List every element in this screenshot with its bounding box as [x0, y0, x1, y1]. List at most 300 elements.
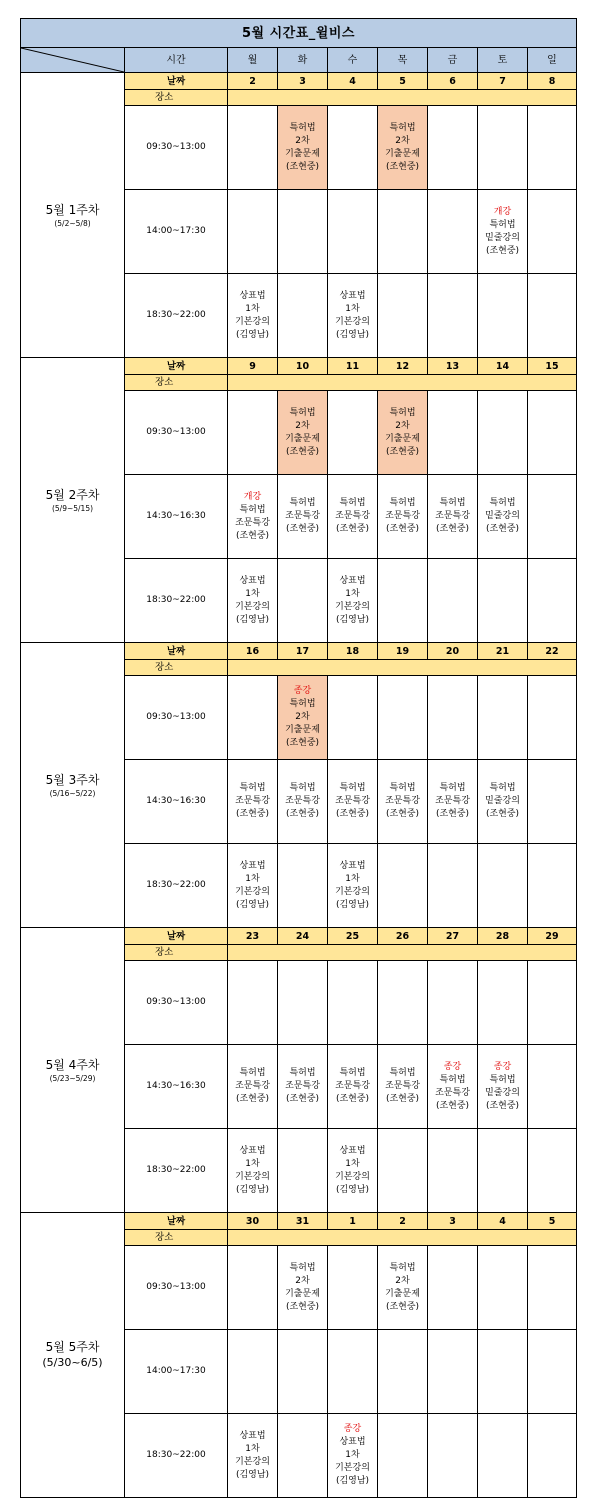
class-cell [328, 475, 378, 559]
class-cell [278, 676, 328, 760]
class-text-line: (조현중) [485, 809, 520, 819]
empty-cell [478, 559, 528, 643]
empty-cell [378, 844, 428, 928]
class-text-line: (김영남) [235, 1469, 270, 1480]
date-cell: 13 [428, 358, 478, 375]
class-cell [228, 559, 278, 643]
time-slot-label: 14:30~16:30 [125, 475, 228, 559]
week-range: (5/2~5/8) [54, 218, 91, 228]
class-text-line: 밑줄강의 [485, 796, 520, 806]
class-text-line: (조현중) [285, 524, 320, 534]
empty-cell [428, 844, 478, 928]
class-cell [228, 1045, 278, 1129]
empty-cell [228, 190, 278, 274]
class-text-line: 특허법 [389, 783, 416, 793]
class-cell [478, 190, 528, 274]
week-range: (5/16~5/22) [49, 788, 96, 798]
class-text-line: 기본강의 [235, 1171, 270, 1182]
class-text-line: 특허법 [339, 1068, 366, 1078]
empty-cell [378, 1414, 428, 1498]
class-text-line: 밑줄강의 [485, 511, 520, 521]
empty-cell [378, 274, 428, 358]
class-text-line: 상표법 [339, 575, 366, 586]
class-text-line: (조현중) [485, 524, 520, 534]
empty-cell [528, 391, 577, 475]
empty-cell [428, 274, 478, 358]
class-text-line: (조현중) [385, 524, 420, 534]
class-text-line: 특허법 [289, 1068, 316, 1078]
class-text-line: 상표법 [339, 1145, 366, 1156]
empty-cell [328, 391, 378, 475]
empty-cell [328, 1246, 378, 1330]
class-text-line: 특허법 [489, 219, 516, 230]
class-text-line: (조현중) [285, 1301, 320, 1312]
class-text-line: 2차 [295, 712, 310, 722]
class-text-line: (조현중) [335, 1094, 370, 1104]
page-title: 5월 시간표_윌비스 [21, 19, 577, 48]
time-slot-label: 14:00~17:30 [125, 1330, 228, 1414]
date-row-label: 날짜 [125, 928, 228, 945]
class-text-line: (조현중) [335, 809, 370, 819]
date-cell: 27 [428, 928, 478, 945]
class-text-line: 조문특강 [235, 796, 270, 806]
week-title: 5월 1주차 [45, 202, 100, 217]
week-range: (5/30~6/5) [42, 1356, 103, 1369]
class-cell [278, 760, 328, 844]
week-label-cell [21, 643, 125, 928]
class-text-line: 1차 [345, 303, 360, 314]
empty-cell [228, 1246, 278, 1330]
date-cell: 28 [478, 928, 528, 945]
empty-cell [378, 559, 428, 643]
empty-cell [428, 1330, 478, 1414]
empty-cell [378, 961, 428, 1045]
class-cell [328, 1045, 378, 1129]
empty-cell [478, 274, 528, 358]
week-range: (5/23~5/29) [49, 1073, 96, 1083]
class-text-line: 2차 [395, 135, 410, 146]
class-text-line: 조문특강 [285, 796, 320, 806]
class-text-line: 조문특강 [435, 1087, 470, 1098]
empty-cell [328, 676, 378, 760]
date-cell: 17 [278, 643, 328, 660]
empty-cell [428, 1414, 478, 1498]
class-text-line: 특허법 [339, 783, 366, 793]
class-cell [278, 1045, 328, 1129]
empty-cell [328, 961, 378, 1045]
date-cell: 2 [228, 73, 278, 90]
date-cell: 12 [378, 358, 428, 375]
class-text-line: 상표법 [239, 860, 266, 871]
time-column-header: 시간 [125, 48, 228, 73]
class-text-line: 기출문제 [285, 725, 320, 735]
class-text-line: 기출문제 [285, 148, 320, 159]
class-text-line: 조문특강 [385, 796, 420, 806]
place-cell [228, 945, 577, 961]
time-slot-label: 09:30~13:00 [125, 676, 228, 760]
class-text-line: 조문특강 [335, 511, 370, 521]
class-status-tag: 개강 [243, 491, 262, 502]
class-cell [328, 1414, 378, 1498]
class-text-line: 기본강의 [335, 1171, 370, 1182]
class-cell [428, 760, 478, 844]
place-cell [228, 375, 577, 391]
class-text-line: (조현중) [285, 738, 320, 748]
week-label-cell [21, 73, 125, 358]
class-cell [478, 475, 528, 559]
empty-cell [528, 106, 577, 190]
class-text-line: (조현중) [385, 1094, 420, 1104]
class-text-line: (조현중) [285, 1094, 320, 1104]
date-cell: 1 [328, 1213, 378, 1230]
class-cell [328, 844, 378, 928]
empty-cell [528, 475, 577, 559]
class-text-line: 조문특강 [385, 511, 420, 521]
place-row-label: 장소 [125, 660, 228, 676]
class-text-line: 2차 [395, 420, 410, 431]
class-cell [328, 1129, 378, 1213]
empty-cell [228, 676, 278, 760]
class-cell [378, 760, 428, 844]
class-cell [278, 106, 328, 190]
class-text-line: (김영남) [235, 899, 270, 910]
class-text-line: (김영남) [335, 899, 370, 910]
empty-cell [528, 676, 577, 760]
class-text-line: 2차 [295, 420, 310, 431]
date-cell: 23 [228, 928, 278, 945]
empty-cell [528, 760, 577, 844]
date-cell: 14 [478, 358, 528, 375]
week-title: 5월 5주차 [45, 1340, 100, 1354]
empty-cell [278, 961, 328, 1045]
date-cell: 18 [328, 643, 378, 660]
place-cell [228, 660, 577, 676]
class-text-line: 상표법 [239, 575, 266, 586]
empty-cell [278, 1129, 328, 1213]
class-cell [378, 1045, 428, 1129]
class-text-line: (조현중) [235, 809, 270, 819]
class-text-line: 2차 [395, 1275, 410, 1286]
class-text-line: 조문특강 [285, 1081, 320, 1091]
empty-cell [528, 1045, 577, 1129]
date-row-label: 날짜 [125, 643, 228, 660]
class-text-line: 기출문제 [385, 1288, 420, 1299]
class-text-line: 상표법 [339, 1437, 366, 1447]
class-text-line: 밑줄강의 [485, 232, 520, 243]
class-text-line: (조현중) [485, 1100, 520, 1111]
empty-cell [328, 1330, 378, 1414]
date-row-label: 날짜 [125, 73, 228, 90]
empty-cell [528, 1129, 577, 1213]
class-text-line: 기출문제 [385, 148, 420, 159]
date-cell: 10 [278, 358, 328, 375]
day-header: 수 [328, 48, 378, 73]
day-header: 월 [228, 48, 278, 73]
class-text-line: 1차 [245, 1158, 260, 1169]
class-text-line: 조문특강 [285, 511, 320, 521]
empty-cell [228, 1330, 278, 1414]
timetable [20, 18, 577, 1498]
date-cell: 16 [228, 643, 278, 660]
class-text-line: 상표법 [339, 860, 366, 871]
empty-cell [478, 1414, 528, 1498]
class-text-line: (조현중) [285, 809, 320, 819]
class-text-line: (조현중) [285, 446, 320, 457]
empty-cell [528, 274, 577, 358]
day-header: 화 [278, 48, 328, 73]
class-cell [428, 1045, 478, 1129]
class-text-line: 특허법 [389, 122, 416, 133]
class-text-line: 상표법 [239, 1430, 266, 1441]
class-text-line: 조문특강 [335, 1081, 370, 1091]
class-text-line: 특허법 [489, 1074, 516, 1085]
place-cell [228, 90, 577, 106]
empty-cell [428, 961, 478, 1045]
class-cell [378, 391, 428, 475]
class-text-line: 기본강의 [235, 1456, 270, 1467]
time-slot-label: 18:30~22:00 [125, 274, 228, 358]
class-text-line: (김영남) [335, 329, 370, 340]
class-text-line: (김영남) [335, 1476, 370, 1486]
date-row-label: 날짜 [125, 1213, 228, 1230]
empty-cell [528, 1330, 577, 1414]
empty-cell [378, 676, 428, 760]
empty-cell [428, 106, 478, 190]
date-cell: 5 [378, 73, 428, 90]
empty-cell [478, 676, 528, 760]
empty-cell [428, 676, 478, 760]
class-text-line: (조현중) [235, 1094, 270, 1104]
class-cell [228, 1414, 278, 1498]
empty-cell [328, 190, 378, 274]
class-text-line: 특허법 [289, 1262, 316, 1273]
time-slot-label: 09:30~13:00 [125, 391, 228, 475]
empty-cell [528, 1246, 577, 1330]
class-text-line: 특허법 [389, 1068, 416, 1078]
empty-cell [478, 961, 528, 1045]
week-title: 5월 2주차 [45, 487, 100, 502]
empty-cell [528, 961, 577, 1045]
class-text-line: 기본강의 [235, 601, 270, 612]
empty-cell [278, 274, 328, 358]
class-text-line: (조현중) [435, 1100, 470, 1111]
class-text-line: (김영남) [335, 1184, 370, 1195]
class-text-line: (조현중) [385, 1301, 420, 1312]
place-row-label: 장소 [125, 1230, 228, 1246]
time-slot-label: 18:30~22:00 [125, 844, 228, 928]
place-row-label: 장소 [125, 375, 228, 391]
class-text-line: 상표법 [239, 290, 266, 301]
empty-cell [428, 391, 478, 475]
empty-cell [478, 844, 528, 928]
class-cell [228, 475, 278, 559]
class-text-line: 1차 [245, 873, 260, 884]
class-text-line: 특허법 [389, 498, 416, 508]
class-text-line: 특허법 [289, 699, 316, 709]
date-cell: 7 [478, 73, 528, 90]
class-text-line: 1차 [245, 588, 260, 599]
empty-cell [528, 844, 577, 928]
class-text-line: 특허법 [239, 1068, 266, 1078]
class-text-line: 기출문제 [285, 1288, 320, 1299]
class-text-line: 상표법 [239, 1145, 266, 1156]
date-cell: 4 [328, 73, 378, 90]
class-text-line: 2차 [295, 1275, 310, 1286]
class-text-line: 1차 [345, 1158, 360, 1169]
class-status-tag: 개강 [493, 206, 512, 217]
class-text-line: 특허법 [389, 1262, 416, 1273]
empty-cell [228, 106, 278, 190]
class-text-line: 특허법 [439, 1074, 466, 1085]
class-text-line: (조현중) [435, 809, 470, 819]
date-cell: 4 [478, 1213, 528, 1230]
class-text-line: 2차 [295, 135, 310, 146]
empty-cell [478, 1330, 528, 1414]
class-text-line: 특허법 [239, 504, 266, 515]
class-cell [378, 1246, 428, 1330]
date-cell: 31 [278, 1213, 328, 1230]
class-text-line: 조문특강 [335, 796, 370, 806]
week-range: (5/9~5/15) [51, 503, 94, 513]
date-cell: 11 [328, 358, 378, 375]
corner-header-cell [21, 48, 125, 73]
date-cell: 24 [278, 928, 328, 945]
class-text-line: 특허법 [389, 407, 416, 418]
class-text-line: (김영남) [335, 614, 370, 625]
date-cell: 3 [428, 1213, 478, 1230]
date-cell: 15 [528, 358, 577, 375]
class-cell [478, 760, 528, 844]
date-cell: 25 [328, 928, 378, 945]
class-text-line: (조현중) [485, 245, 520, 256]
date-cell: 6 [428, 73, 478, 90]
class-cell [378, 475, 428, 559]
class-text-line: 조문특강 [435, 511, 470, 521]
empty-cell [478, 106, 528, 190]
class-cell [228, 760, 278, 844]
class-text-line: 1차 [345, 873, 360, 884]
time-slot-label: 09:30~13:00 [125, 1246, 228, 1330]
week-title: 5월 3주차 [45, 772, 100, 787]
empty-cell [278, 190, 328, 274]
class-status-tag: 종강 [343, 1424, 362, 1434]
class-text-line: (조현중) [335, 524, 370, 534]
class-cell [228, 274, 278, 358]
place-cell [228, 1230, 577, 1246]
class-cell [428, 475, 478, 559]
time-slot-label: 14:30~16:30 [125, 1045, 228, 1129]
empty-cell [378, 190, 428, 274]
class-text-line: 조문특강 [385, 1081, 420, 1091]
day-header: 토 [478, 48, 528, 73]
class-text-line: 조문특강 [435, 796, 470, 806]
class-cell [278, 391, 328, 475]
date-cell: 22 [528, 643, 577, 660]
time-slot-label: 14:30~16:30 [125, 760, 228, 844]
place-row-label: 장소 [125, 90, 228, 106]
class-text-line: 특허법 [489, 498, 516, 508]
week-label-cell [21, 1213, 125, 1498]
class-text-line: 1차 [345, 1450, 360, 1460]
date-cell: 20 [428, 643, 478, 660]
empty-cell [478, 391, 528, 475]
day-header: 금 [428, 48, 478, 73]
empty-cell [478, 1129, 528, 1213]
empty-cell [278, 844, 328, 928]
empty-cell [478, 1246, 528, 1330]
class-cell [478, 1045, 528, 1129]
class-text-line: 기본강의 [235, 316, 270, 327]
time-slot-label: 18:30~22:00 [125, 1414, 228, 1498]
class-cell [228, 1129, 278, 1213]
empty-cell [428, 1246, 478, 1330]
class-text-line: 조문특강 [235, 1081, 270, 1091]
class-text-line: (조현중) [385, 161, 420, 172]
class-text-line: (김영남) [235, 1184, 270, 1195]
empty-cell [428, 1129, 478, 1213]
date-cell: 3 [278, 73, 328, 90]
class-text-line: 기본강의 [335, 1463, 370, 1473]
class-text-line: 기본강의 [335, 316, 370, 327]
date-cell: 5 [528, 1213, 577, 1230]
class-cell [278, 1246, 328, 1330]
date-cell: 19 [378, 643, 428, 660]
class-text-line: 특허법 [289, 122, 316, 133]
date-cell: 26 [378, 928, 428, 945]
time-slot-label: 14:00~17:30 [125, 190, 228, 274]
class-text-line: 특허법 [439, 783, 466, 793]
week-label-cell [21, 928, 125, 1213]
class-text-line: 특허법 [489, 783, 516, 793]
date-row-label: 날짜 [125, 358, 228, 375]
class-cell [278, 475, 328, 559]
date-cell: 29 [528, 928, 577, 945]
time-slot-label: 18:30~22:00 [125, 1129, 228, 1213]
class-status-tag: 종강 [493, 1061, 512, 1072]
class-text-line: 특허법 [289, 407, 316, 418]
empty-cell [378, 1129, 428, 1213]
week-label-cell [21, 358, 125, 643]
class-text-line: (조현중) [385, 446, 420, 457]
empty-cell [278, 1414, 328, 1498]
class-text-line: 1차 [245, 303, 260, 314]
class-text-line: (김영남) [235, 614, 270, 625]
class-text-line: (조현중) [235, 530, 270, 541]
class-text-line: 1차 [245, 1443, 260, 1454]
empty-cell [228, 391, 278, 475]
empty-cell [278, 559, 328, 643]
date-cell: 9 [228, 358, 278, 375]
date-cell: 21 [478, 643, 528, 660]
diagonal-line-icon [21, 48, 124, 72]
class-status-tag: 종강 [443, 1061, 462, 1072]
class-text-line: 1차 [345, 588, 360, 599]
class-cell [228, 844, 278, 928]
empty-cell [528, 559, 577, 643]
time-slot-label: 09:30~13:00 [125, 961, 228, 1045]
class-text-line: 특허법 [289, 783, 316, 793]
empty-cell [528, 190, 577, 274]
time-slot-label: 18:30~22:00 [125, 559, 228, 643]
time-slot-label: 09:30~13:00 [125, 106, 228, 190]
class-cell [328, 559, 378, 643]
class-text-line: (조현중) [285, 161, 320, 172]
class-text-line: 특허법 [339, 498, 366, 508]
empty-cell [328, 106, 378, 190]
empty-cell [428, 559, 478, 643]
class-text-line: 상표법 [339, 290, 366, 301]
class-text-line: 기출문제 [285, 433, 320, 444]
